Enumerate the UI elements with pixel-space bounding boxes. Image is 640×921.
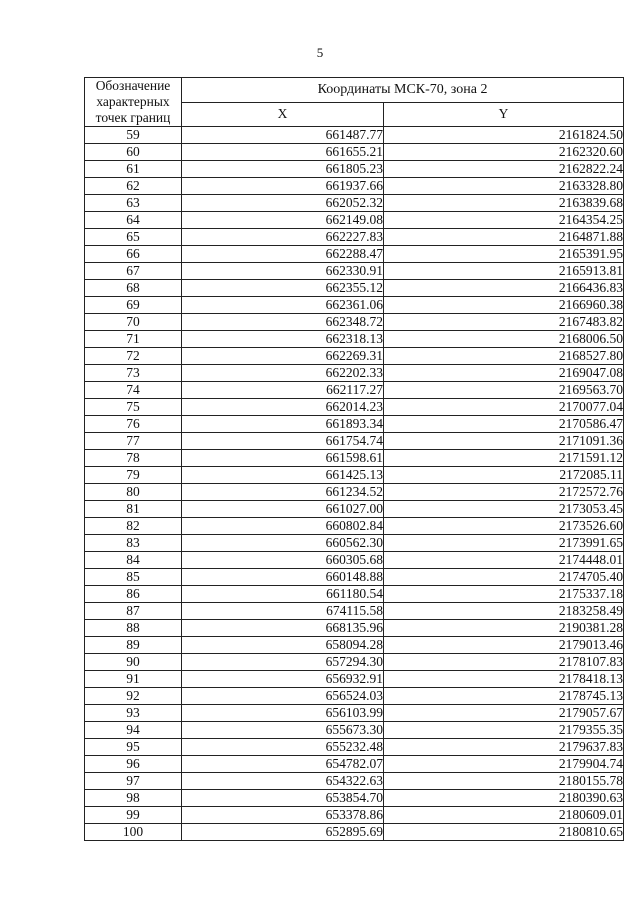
x-coordinate-cell: 654782.07 <box>182 756 384 773</box>
point-id-cell: 76 <box>85 416 182 433</box>
table-row <box>85 739 624 756</box>
header-name-line-2: характерных <box>96 94 170 109</box>
table-row <box>85 688 624 705</box>
point-id-cell: 80 <box>85 484 182 501</box>
x-coordinate-cell: 656932.91 <box>182 671 384 688</box>
table-row <box>85 127 624 144</box>
x-coordinate-cell: 662202.33 <box>182 365 384 382</box>
point-id-cell: 74 <box>85 382 182 399</box>
point-id-cell: 93 <box>85 705 182 722</box>
y-coordinate-cell: 2163839.68 <box>384 195 624 212</box>
y-coordinate-cell: 2190381.28 <box>384 620 624 637</box>
table-row <box>85 348 624 365</box>
y-column-header: Y <box>384 102 624 127</box>
table-row <box>85 773 624 790</box>
point-id-cell: 73 <box>85 365 182 382</box>
x-coordinate-cell: 657294.30 <box>182 654 384 671</box>
y-coordinate-cell: 2174448.01 <box>384 552 624 569</box>
x-coordinate-cell: 653378.86 <box>182 807 384 824</box>
table-row <box>85 314 624 331</box>
coordinates-table <box>84 77 624 841</box>
point-id-cell: 91 <box>85 671 182 688</box>
header-name-line-3: точек границ <box>95 110 171 125</box>
y-coordinate-cell: 2173991.65 <box>384 535 624 552</box>
table-row <box>85 399 624 416</box>
x-coordinate-cell: 661180.54 <box>182 586 384 603</box>
x-coordinate-cell: 661655.21 <box>182 144 384 161</box>
point-id-cell: 78 <box>85 450 182 467</box>
y-coordinate-cell: 2180609.01 <box>384 807 624 824</box>
point-id-cell: 64 <box>85 212 182 229</box>
y-coordinate-cell: 2180155.78 <box>384 773 624 790</box>
point-id-cell: 83 <box>85 535 182 552</box>
y-coordinate-cell: 2162320.60 <box>384 144 624 161</box>
table-body <box>85 127 624 841</box>
point-id-cell: 63 <box>85 195 182 212</box>
y-coordinate-cell: 2170077.04 <box>384 399 624 416</box>
table-row <box>85 756 624 773</box>
point-id-cell: 95 <box>85 739 182 756</box>
x-coordinate-cell: 661937.66 <box>182 178 384 195</box>
point-id-cell: 92 <box>85 688 182 705</box>
point-id-cell: 90 <box>85 654 182 671</box>
table-row <box>85 229 624 246</box>
x-coordinate-cell: 662318.13 <box>182 331 384 348</box>
y-coordinate-cell: 2166960.38 <box>384 297 624 314</box>
y-coordinate-cell: 2175337.18 <box>384 586 624 603</box>
table-row <box>85 671 624 688</box>
point-id-cell: 60 <box>85 144 182 161</box>
x-coordinate-cell: 661234.52 <box>182 484 384 501</box>
x-coordinate-cell: 656103.99 <box>182 705 384 722</box>
y-coordinate-cell: 2172085.11 <box>384 467 624 484</box>
x-coordinate-cell: 661425.13 <box>182 467 384 484</box>
y-coordinate-cell: 2183258.49 <box>384 603 624 620</box>
table-row <box>85 280 624 297</box>
x-coordinate-cell: 660305.68 <box>182 552 384 569</box>
table-row <box>85 467 624 484</box>
point-id-cell: 61 <box>85 161 182 178</box>
x-coordinate-cell: 662227.83 <box>182 229 384 246</box>
table-row <box>85 535 624 552</box>
table-row <box>85 331 624 348</box>
point-id-cell: 81 <box>85 501 182 518</box>
point-id-cell: 94 <box>85 722 182 739</box>
table-row <box>85 246 624 263</box>
y-coordinate-cell: 2168527.80 <box>384 348 624 365</box>
y-coordinate-cell: 2179904.74 <box>384 756 624 773</box>
x-coordinate-cell: 662288.47 <box>182 246 384 263</box>
x-coordinate-cell: 662052.32 <box>182 195 384 212</box>
header-row-top <box>85 78 624 103</box>
table-row <box>85 637 624 654</box>
table-row <box>85 161 624 178</box>
point-id-cell: 75 <box>85 399 182 416</box>
table-row <box>85 450 624 467</box>
table-row <box>85 365 624 382</box>
y-coordinate-cell: 2173053.45 <box>384 501 624 518</box>
y-coordinate-cell: 2161824.50 <box>384 127 624 144</box>
table-row <box>85 212 624 229</box>
table-row <box>85 195 624 212</box>
x-coordinate-cell: 661598.61 <box>182 450 384 467</box>
point-id-cell: 82 <box>85 518 182 535</box>
point-id-cell: 99 <box>85 807 182 824</box>
y-coordinate-cell: 2168006.50 <box>384 331 624 348</box>
x-coordinate-cell: 668135.96 <box>182 620 384 637</box>
y-coordinate-cell: 2179013.46 <box>384 637 624 654</box>
point-id-cell: 96 <box>85 756 182 773</box>
table-row <box>85 807 624 824</box>
x-coordinate-cell: 662117.27 <box>182 382 384 399</box>
coordinates-header: Координаты МСК-70, зона 2 <box>182 78 624 103</box>
table-row <box>85 824 624 841</box>
table-row <box>85 433 624 450</box>
x-coordinate-cell: 660562.30 <box>182 535 384 552</box>
table-row <box>85 654 624 671</box>
x-coordinate-cell: 661754.74 <box>182 433 384 450</box>
point-id-cell: 77 <box>85 433 182 450</box>
point-id-cell: 72 <box>85 348 182 365</box>
x-coordinate-cell: 662348.72 <box>182 314 384 331</box>
point-id-cell: 59 <box>85 127 182 144</box>
x-coordinate-cell: 661893.34 <box>182 416 384 433</box>
y-coordinate-cell: 2172572.76 <box>384 484 624 501</box>
page-number: 5 <box>316 45 324 60</box>
point-id-cell: 86 <box>85 586 182 603</box>
point-id-cell: 71 <box>85 331 182 348</box>
table-row <box>85 501 624 518</box>
x-coordinate-cell: 653854.70 <box>182 790 384 807</box>
x-coordinate-cell: 662014.23 <box>182 399 384 416</box>
y-coordinate-cell: 2179637.83 <box>384 739 624 756</box>
y-coordinate-cell: 2163328.80 <box>384 178 624 195</box>
table-row <box>85 297 624 314</box>
x-coordinate-cell: 662269.31 <box>182 348 384 365</box>
table-row <box>85 705 624 722</box>
y-coordinate-cell: 2164871.88 <box>384 229 624 246</box>
table-row <box>85 144 624 161</box>
point-id-cell: 79 <box>85 467 182 484</box>
y-coordinate-cell: 2169563.70 <box>384 382 624 399</box>
x-coordinate-cell: 662149.08 <box>182 212 384 229</box>
x-coordinate-cell: 674115.58 <box>182 603 384 620</box>
table-row <box>85 382 624 399</box>
y-coordinate-cell: 2169047.08 <box>384 365 624 382</box>
y-coordinate-cell: 2178107.83 <box>384 654 624 671</box>
table-row <box>85 586 624 603</box>
point-id-cell: 84 <box>85 552 182 569</box>
table-row <box>85 620 624 637</box>
point-id-cell: 66 <box>85 246 182 263</box>
y-coordinate-cell: 2180810.65 <box>384 824 624 841</box>
point-id-cell: 100 <box>85 824 182 841</box>
table-row <box>85 790 624 807</box>
y-coordinate-cell: 2178745.13 <box>384 688 624 705</box>
x-coordinate-cell: 658094.28 <box>182 637 384 654</box>
x-coordinate-cell: 655673.30 <box>182 722 384 739</box>
table-row <box>85 722 624 739</box>
y-coordinate-cell: 2171091.36 <box>384 433 624 450</box>
x-coordinate-cell: 661487.77 <box>182 127 384 144</box>
y-coordinate-cell: 2165391.95 <box>384 246 624 263</box>
point-id-cell: 62 <box>85 178 182 195</box>
point-id-cell: 98 <box>85 790 182 807</box>
table-row <box>85 603 624 620</box>
y-coordinate-cell: 2162822.24 <box>384 161 624 178</box>
table-row <box>85 518 624 535</box>
x-column-header: X <box>182 102 384 127</box>
x-coordinate-cell: 656524.03 <box>182 688 384 705</box>
x-coordinate-cell: 655232.48 <box>182 739 384 756</box>
x-coordinate-cell: 661027.00 <box>182 501 384 518</box>
y-coordinate-cell: 2179057.67 <box>384 705 624 722</box>
y-coordinate-cell: 2166436.83 <box>384 280 624 297</box>
x-coordinate-cell: 660802.84 <box>182 518 384 535</box>
table-header <box>85 78 624 127</box>
table-row <box>85 178 624 195</box>
x-coordinate-cell: 660148.88 <box>182 569 384 586</box>
y-coordinate-cell: 2178418.13 <box>384 671 624 688</box>
point-id-cell: 70 <box>85 314 182 331</box>
x-coordinate-cell: 654322.63 <box>182 773 384 790</box>
y-coordinate-cell: 2179355.35 <box>384 722 624 739</box>
point-id-cell: 65 <box>85 229 182 246</box>
point-id-cell: 67 <box>85 263 182 280</box>
table-row <box>85 416 624 433</box>
y-coordinate-cell: 2170586.47 <box>384 416 624 433</box>
y-coordinate-cell: 2167483.82 <box>384 314 624 331</box>
point-id-cell: 68 <box>85 280 182 297</box>
y-coordinate-cell: 2171591.12 <box>384 450 624 467</box>
x-coordinate-cell: 662330.91 <box>182 263 384 280</box>
y-coordinate-cell: 2165913.81 <box>384 263 624 280</box>
y-coordinate-cell: 2180390.63 <box>384 790 624 807</box>
point-id-cell: 87 <box>85 603 182 620</box>
point-id-cell: 85 <box>85 569 182 586</box>
x-coordinate-cell: 662355.12 <box>182 280 384 297</box>
table-row <box>85 552 624 569</box>
points-designation-header <box>85 78 182 127</box>
table-row <box>85 263 624 280</box>
point-id-cell: 69 <box>85 297 182 314</box>
y-coordinate-cell: 2173526.60 <box>384 518 624 535</box>
x-coordinate-cell: 652895.69 <box>182 824 384 841</box>
table-row <box>85 484 624 501</box>
x-coordinate-cell: 661805.23 <box>182 161 384 178</box>
y-coordinate-cell: 2164354.25 <box>384 212 624 229</box>
header-name-line-1: Обозначение <box>95 78 171 93</box>
point-id-cell: 97 <box>85 773 182 790</box>
table-row <box>85 569 624 586</box>
x-coordinate-cell: 662361.06 <box>182 297 384 314</box>
y-coordinate-cell: 2174705.40 <box>384 569 624 586</box>
point-id-cell: 88 <box>85 620 182 637</box>
point-id-cell: 89 <box>85 637 182 654</box>
